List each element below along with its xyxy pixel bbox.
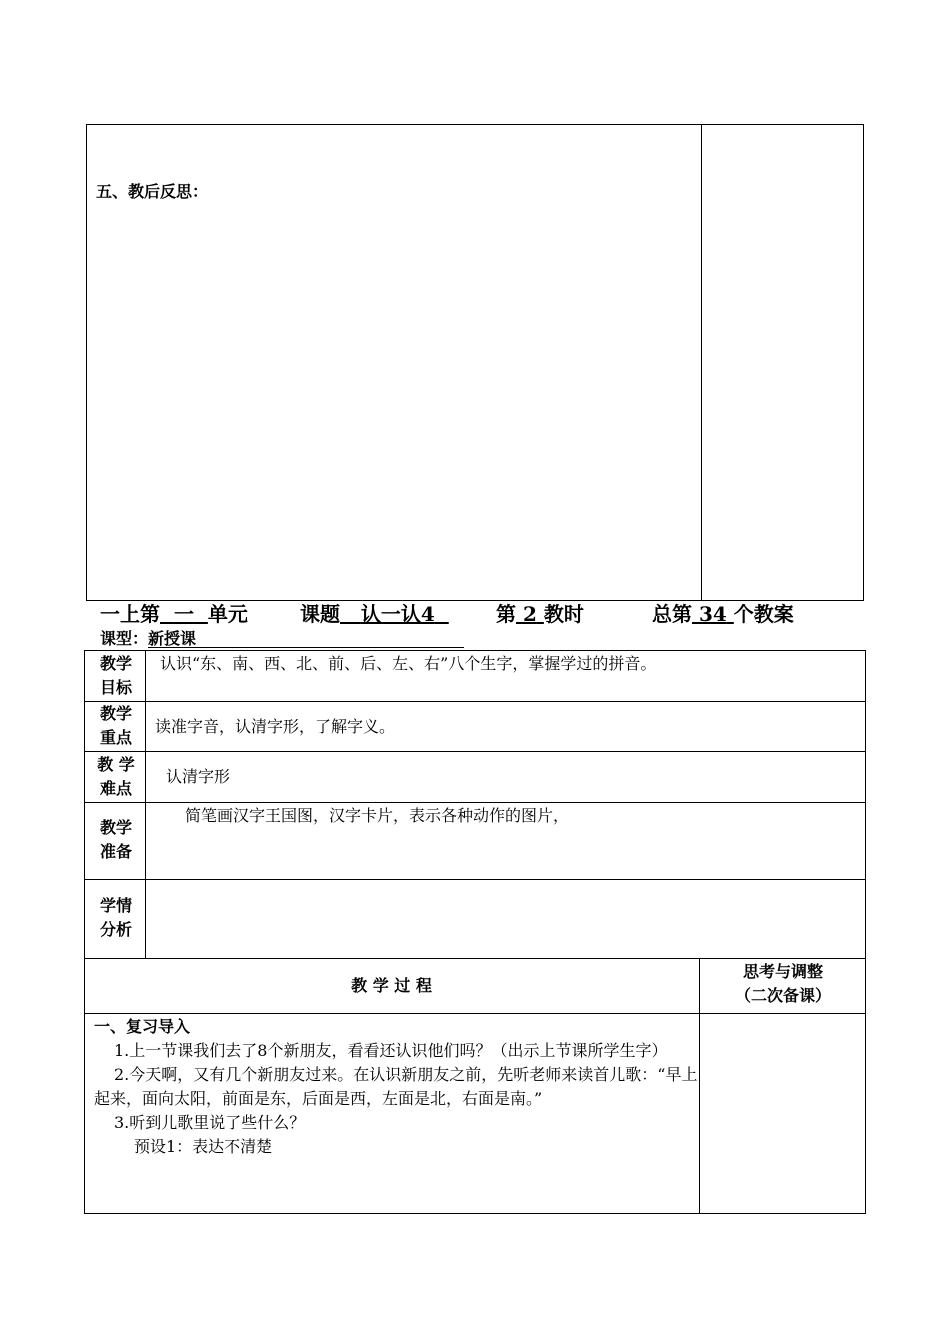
total-suffix: 个教案 bbox=[733, 602, 794, 626]
type-value: 新授课 bbox=[148, 629, 197, 648]
unit-suffix: 单元 bbox=[207, 602, 248, 626]
objective-label: 教学 目标 bbox=[99, 654, 132, 697]
period-group bbox=[496, 600, 584, 628]
period-number: 2 bbox=[522, 602, 537, 626]
row-divider-6 bbox=[84, 1013, 866, 1014]
period-suffix: 教时 bbox=[543, 602, 584, 626]
lesson-title: 认一认4 bbox=[360, 602, 435, 626]
row-divider-3 bbox=[84, 802, 866, 803]
total-number: 34 bbox=[698, 602, 727, 626]
total-group bbox=[652, 600, 794, 628]
period-prefix: 第 bbox=[496, 602, 516, 626]
process-item-3: 3.听到儿歌里说了些什么？ bbox=[114, 1113, 306, 1132]
side-header: 思考与调整 （二次备课） bbox=[734, 962, 831, 1005]
lesson-type-underline bbox=[148, 647, 464, 648]
lesson-title-group bbox=[300, 600, 449, 628]
process-preset-1: 预设1：表达不清楚 bbox=[134, 1137, 273, 1156]
total-prefix: 总第 bbox=[652, 602, 692, 626]
objective-content: 认识“东、南、西、北、前、后、左、右”八个生字，掌握学过的拼音。 bbox=[160, 654, 657, 673]
grade-prefix: 一上第 bbox=[100, 602, 160, 626]
reflection-table-divider bbox=[701, 124, 702, 601]
difficulty-label: 教 学 难点 bbox=[97, 755, 135, 798]
key-points-label: 教学 重点 bbox=[99, 704, 132, 747]
preparation-content: 简笔画汉字王国图，汉字卡片，表示各种动作的图片， bbox=[185, 806, 570, 825]
process-item-2: 2.今天啊，又有几个新朋友过来。在认识新朋友之前，先听老师来读首儿歌：“早上起来，面向太阳，前面是东，后面是西，左面是北，右面是南。” bbox=[94, 1065, 698, 1108]
section-review-title: 一、复习导入 bbox=[94, 1017, 191, 1036]
process-header: 教 学 过 程 bbox=[351, 976, 432, 995]
key-points-content: 读准字音，认清字形，了解字义。 bbox=[155, 717, 396, 736]
lesson-header bbox=[100, 600, 248, 628]
analysis-label: 学情 分析 bbox=[99, 896, 132, 939]
process-item-1: 1.上一节课我们去了8个新朋友，看看还认识他们吗？（出示上节课所学生字） bbox=[114, 1041, 668, 1060]
process-content bbox=[94, 1015, 698, 1159]
lesson-label: 课题 bbox=[300, 602, 340, 626]
row-divider-1 bbox=[84, 701, 866, 702]
row-divider-4 bbox=[84, 879, 866, 880]
row-divider-2 bbox=[84, 751, 866, 752]
unit-number: 一 bbox=[173, 602, 194, 626]
preparation-label: 教学 准备 bbox=[99, 818, 132, 861]
reflection-heading: 五、教后反思： bbox=[96, 182, 209, 201]
difficulty-content: 认清字形 bbox=[166, 767, 231, 786]
row-divider-5 bbox=[84, 958, 866, 959]
type-label: 课型： bbox=[100, 629, 149, 648]
